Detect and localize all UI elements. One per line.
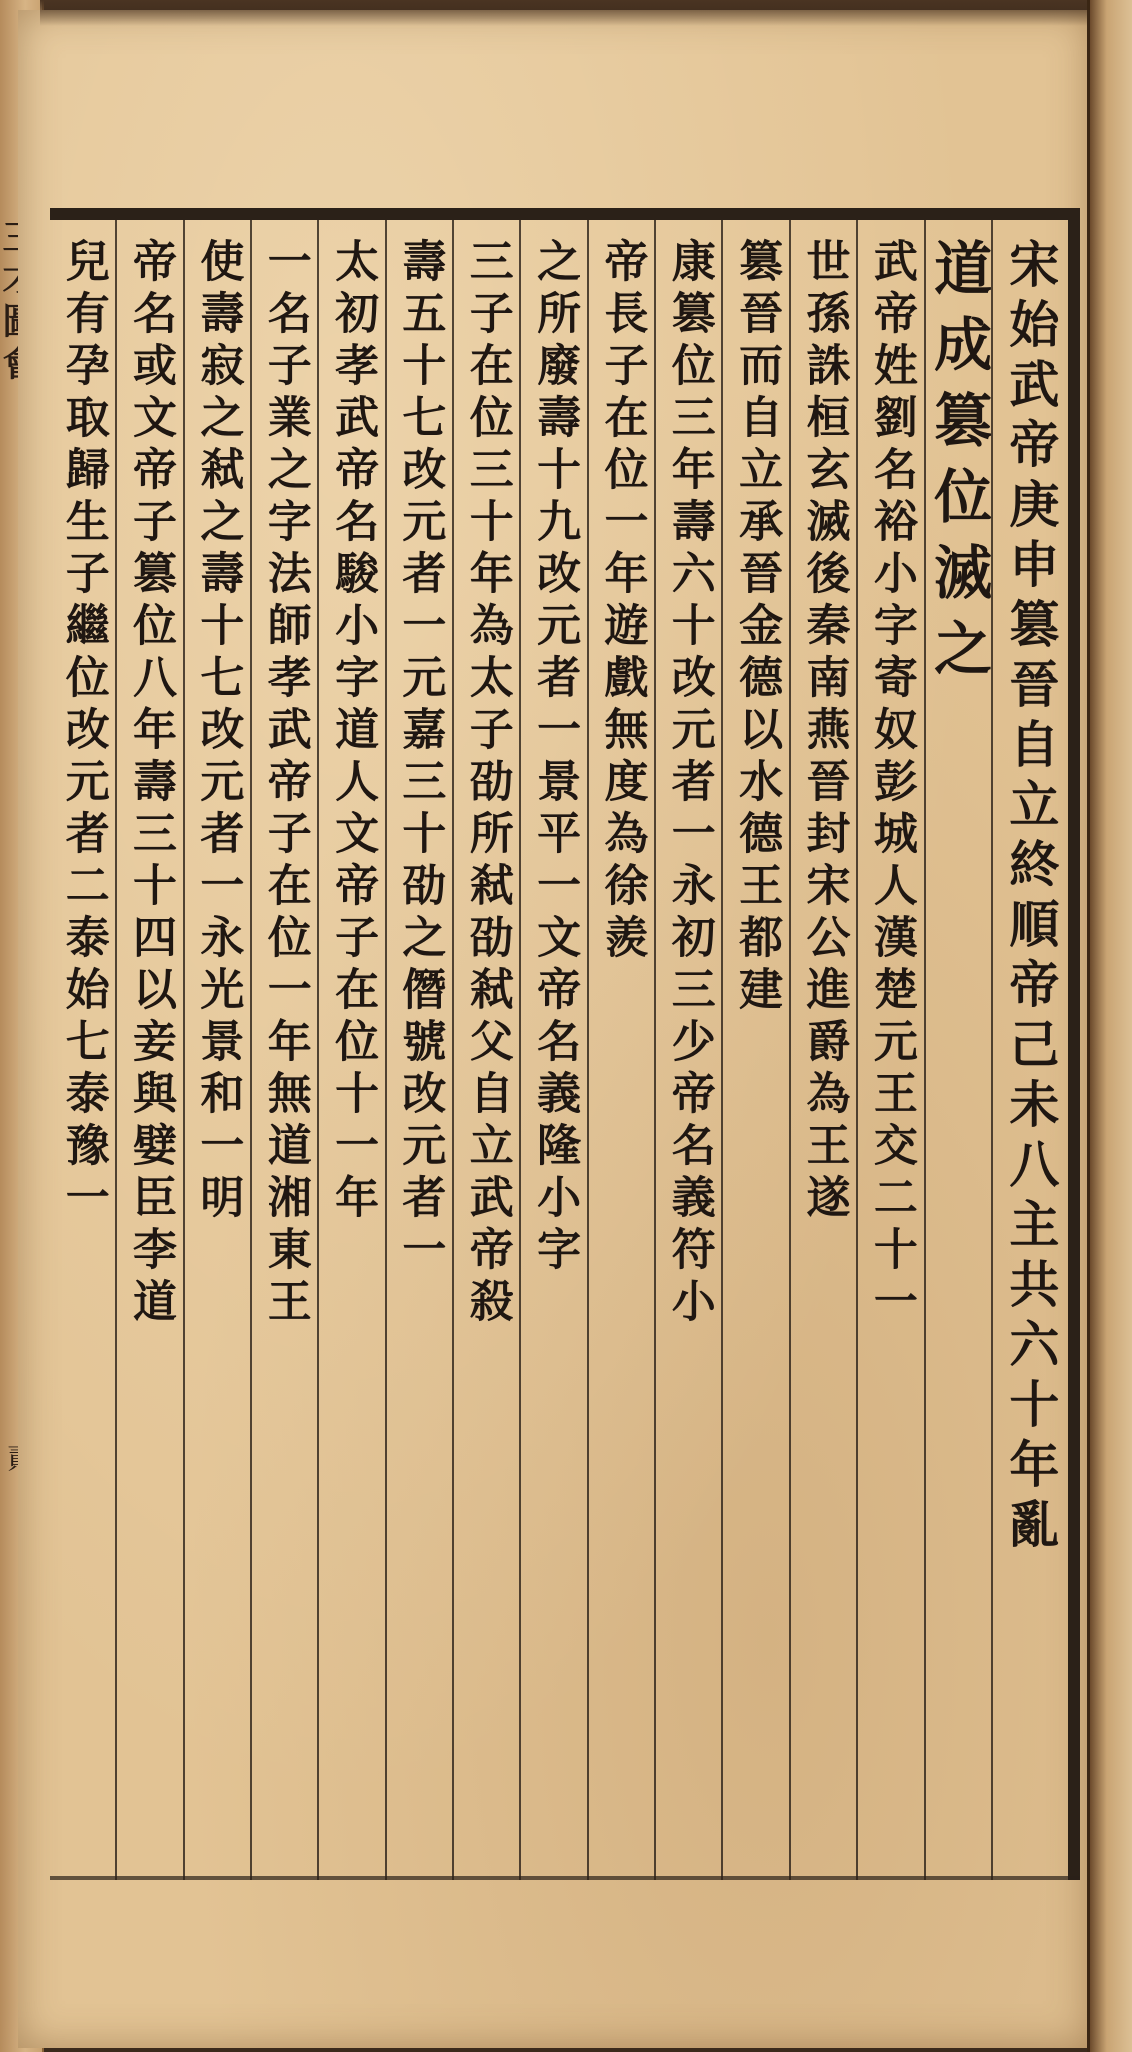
- column-grid: [50, 220, 1068, 1880]
- column-text: 篡晉而自立承晉金德以水德王都建: [731, 238, 783, 1018]
- column-2: [924, 220, 991, 1880]
- column-text: 康篡位三年壽六十改元者一永初三少帝名義符小: [663, 238, 715, 1330]
- column-15: [50, 220, 115, 1880]
- column-text: 武帝姓劉名裕小字寄奴彭城人漢楚元王交二十一: [865, 238, 917, 1330]
- adjacent-page-edge: [1087, 0, 1132, 2052]
- column-text: 壽五十七改元者一元嘉三十劭之僭號改元者一: [394, 238, 446, 1278]
- column-text: 三子在位三十年為太子劭所弒劭弒父自立武帝殺: [461, 238, 513, 1330]
- column-9: [452, 220, 519, 1880]
- column-text: 帝長子在位一年遊戲無度為徐羨: [596, 238, 648, 966]
- column-text: 太初孝武帝名駿小字道人文帝子在位十一年: [327, 238, 379, 1226]
- column-8: [519, 220, 586, 1880]
- column-7: [587, 220, 654, 1880]
- column-text: 世孫誅桓玄滅後秦南燕晉封宋公進爵為王遂: [798, 238, 850, 1226]
- column-4: [789, 220, 856, 1880]
- text-frame: [50, 208, 1080, 1880]
- column-text: 宋始武帝庚申篡晉自立終順帝己未八主共六十年亂: [1001, 238, 1061, 1558]
- frame-right-border: [1068, 208, 1080, 1880]
- column-3: [856, 220, 923, 1880]
- column-text: 兒有孕取歸生子繼位改元者二泰始七泰豫一: [57, 238, 109, 1226]
- column-6: [654, 220, 721, 1880]
- top-edge-shadow: [40, 0, 1090, 26]
- column-10: [385, 220, 452, 1880]
- column-5: [721, 220, 788, 1880]
- column-text: 使壽寂之弒之壽十七改元者一永光景和一明: [192, 238, 244, 1226]
- column-14: [115, 220, 182, 1880]
- column-text: 一名子業之字法師孝武帝子在位一年無道湘東王: [259, 238, 311, 1330]
- column-text: 道成篡位滅之: [924, 238, 993, 694]
- column-1: [991, 220, 1068, 1880]
- column-12: [250, 220, 317, 1880]
- column-11: [317, 220, 384, 1880]
- column-text: 之所廢壽十九改元者一景平一文帝名義隆小字: [529, 238, 581, 1278]
- column-text: 帝名或文帝子篡位八年壽三十四以妾與嬖臣李道: [125, 238, 177, 1330]
- column-13: [183, 220, 250, 1880]
